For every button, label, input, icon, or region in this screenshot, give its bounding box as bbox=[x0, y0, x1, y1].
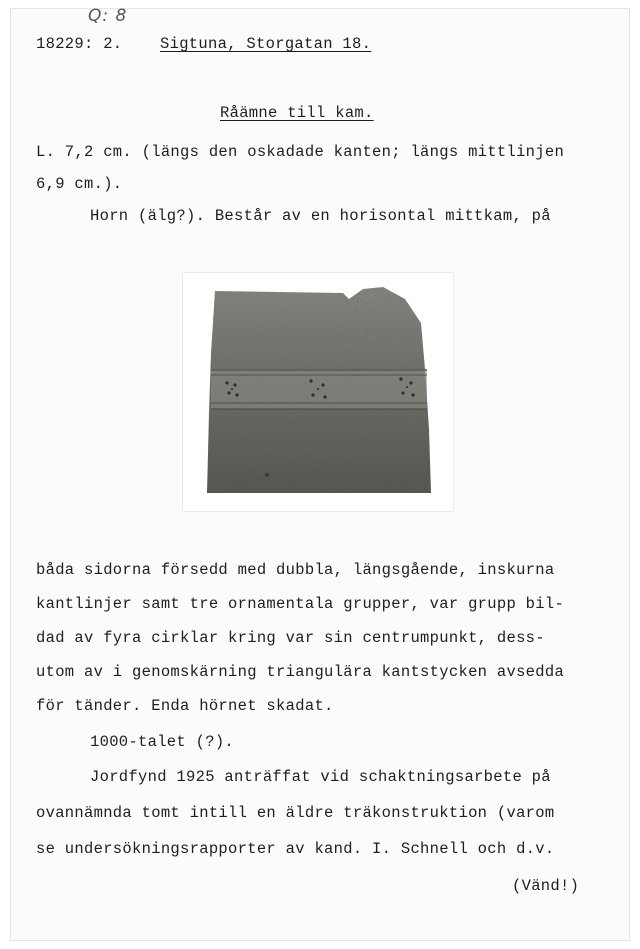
body-line-1: L. 7,2 cm. (längs den oskadade kanten; längs mittlinjen bbox=[36, 143, 565, 161]
object-title: Råämne till kam. bbox=[220, 104, 374, 122]
body-line-10: Jordfynd 1925 anträffat vid schaktningsarbete på bbox=[90, 768, 551, 786]
body-line-2: 6,9 cm.). bbox=[36, 175, 123, 193]
body-line-12: se undersökningsrapporter av kand. I. Schnell och d.v. bbox=[36, 840, 555, 858]
dating-line: 1000-talet (?). bbox=[90, 733, 235, 751]
body-line-7: utom av i genomskärning triangulära kantstycken avsedda bbox=[36, 663, 565, 681]
site-location: Sigtuna, Storgatan 18. bbox=[160, 35, 372, 53]
body-line-8: för tänder. Enda hörnet skadat. bbox=[36, 697, 334, 715]
artifact-photo bbox=[182, 272, 454, 512]
body-line-11: ovannämnda tomt intill en äldre träkonstruktion (varom bbox=[36, 804, 555, 822]
body-line-4: båda sidorna försedd med dubbla, längsgående, inskurna bbox=[36, 561, 555, 579]
body-line-5: kantlinjer samt tre ornamentala grupper, var grupp bil- bbox=[36, 595, 565, 613]
catalog-number: 18229: 2. bbox=[36, 35, 123, 53]
body-line-6: dad av fyra cirklar kring var sin centrumpunkt, dess- bbox=[36, 629, 545, 647]
comb-blank-image bbox=[183, 273, 455, 513]
handwritten-note: Q: 8 bbox=[88, 6, 128, 26]
small-hole bbox=[265, 473, 269, 477]
body-line-3: Horn (älg?). Består av en horisontal mittkam, på bbox=[90, 207, 551, 225]
turn-over-note: (Vänd!) bbox=[512, 877, 580, 895]
